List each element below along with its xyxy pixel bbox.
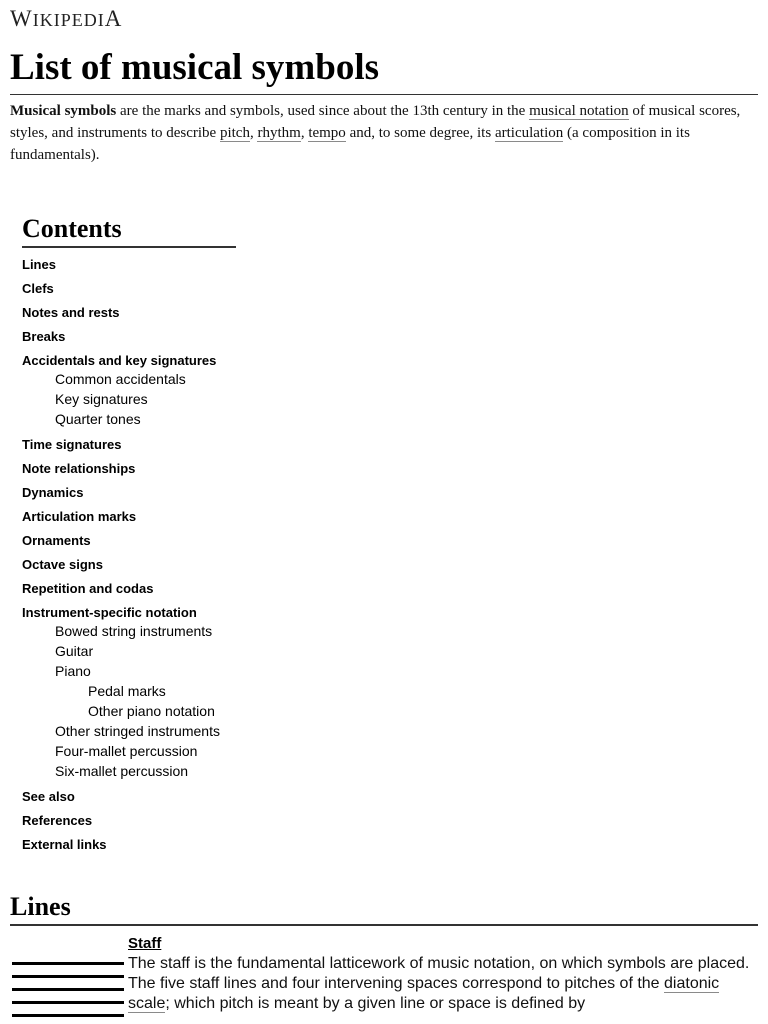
intro-paragraph bbox=[10, 100, 758, 166]
toc-item-ornaments[interactable]: Ornaments bbox=[22, 533, 91, 548]
staff-line bbox=[12, 1014, 124, 1017]
intro-text: , bbox=[300, 125, 309, 141]
intro-text: and, to some degree, its bbox=[345, 125, 495, 141]
toc-item-key-signatures[interactable]: Key signatures bbox=[55, 391, 148, 407]
intro-bold-term: Musical symbols bbox=[10, 103, 117, 119]
logo-middle-letters: IKIPEDI bbox=[32, 10, 105, 30]
logo-first-letter: W bbox=[10, 6, 33, 31]
link-tempo[interactable]: tempo bbox=[308, 125, 346, 141]
toc-title: Contents bbox=[22, 212, 236, 248]
toc-item-instrument-specific[interactable]: Instrument-specific notation bbox=[22, 605, 197, 620]
intro-text: are the marks and symbols, used since about the 13th century in the bbox=[116, 103, 530, 119]
toc-item-accidentals[interactable]: Accidentals and key signatures bbox=[22, 353, 217, 368]
staff-lines-icon bbox=[12, 960, 124, 1020]
toc-item-common-accidentals[interactable]: Common accidentals bbox=[55, 371, 186, 387]
toc-item-references[interactable]: References bbox=[22, 813, 93, 828]
toc-list bbox=[22, 256, 236, 853]
intro-text: of musical scores, styles, and instruments to describe bbox=[10, 103, 741, 141]
toc-item-bowed-string[interactable]: Bowed string instruments bbox=[55, 623, 213, 639]
staff-description-text: ; which pitch is meant by a given line or space is defined by bbox=[165, 995, 586, 1012]
page-title: List of musical symbols bbox=[10, 44, 758, 95]
toc-item-lines[interactable]: Lines bbox=[22, 257, 56, 272]
intro-text: (a composition in its fundamentals). bbox=[10, 125, 690, 163]
intro-text: , bbox=[249, 125, 258, 141]
staff-description bbox=[128, 954, 758, 1014]
toc-item-articulation-marks[interactable]: Articulation marks bbox=[22, 509, 137, 524]
toc-item-external-links[interactable]: External links bbox=[22, 837, 107, 852]
wikipedia-logo[interactable] bbox=[10, 6, 122, 32]
toc-item-note-relationships[interactable]: Note relationships bbox=[22, 461, 136, 476]
table-of-contents bbox=[22, 212, 236, 853]
logo-last-letter: A bbox=[104, 6, 123, 31]
toc-item-notes-and-rests[interactable]: Notes and rests bbox=[22, 305, 120, 320]
staff-entry bbox=[128, 934, 758, 1014]
toc-item-pedal-marks[interactable]: Pedal marks bbox=[88, 683, 166, 699]
staff-line bbox=[12, 988, 124, 991]
link-pitch[interactable]: pitch bbox=[219, 125, 250, 141]
toc-item-repetition-and-codas[interactable]: Repetition and codas bbox=[22, 581, 154, 596]
link-rhythm[interactable]: rhythm bbox=[257, 125, 301, 141]
toc-item-other-stringed[interactable]: Other stringed instruments bbox=[55, 723, 220, 739]
link-diatonic-scale[interactable]: diatonic scale bbox=[128, 975, 720, 1012]
toc-item-six-mallet[interactable]: Six-mallet percussion bbox=[55, 763, 189, 779]
toc-item-octave-signs[interactable]: Octave signs bbox=[22, 557, 103, 572]
section-heading-lines: Lines bbox=[10, 890, 758, 926]
toc-item-other-piano[interactable]: Other piano notation bbox=[88, 703, 215, 719]
toc-item-guitar[interactable]: Guitar bbox=[55, 643, 94, 659]
toc-item-piano[interactable]: Piano bbox=[55, 663, 91, 679]
link-musical-notation[interactable]: musical notation bbox=[529, 103, 629, 119]
toc-item-time-signatures[interactable]: Time signatures bbox=[22, 437, 122, 452]
toc-item-clefs[interactable]: Clefs bbox=[22, 281, 54, 296]
toc-item-breaks[interactable]: Breaks bbox=[22, 329, 66, 344]
toc-item-see-also[interactable]: See also bbox=[22, 789, 75, 804]
staff-description-text: The staff is the fundamental latticework of music notation, on which symbols are placed. The five staff lines and four intervening spaces correspond to pitches of the bbox=[128, 955, 750, 992]
staff-line bbox=[12, 962, 124, 965]
toc-item-dynamics[interactable]: Dynamics bbox=[22, 485, 84, 500]
staff-line bbox=[12, 1001, 124, 1004]
link-articulation[interactable]: articulation bbox=[494, 125, 564, 141]
staff-line bbox=[12, 975, 124, 978]
toc-item-four-mallet[interactable]: Four-mallet percussion bbox=[55, 743, 198, 759]
entry-name-staff[interactable]: Staff bbox=[128, 935, 162, 952]
toc-item-quarter-tones[interactable]: Quarter tones bbox=[55, 411, 141, 427]
